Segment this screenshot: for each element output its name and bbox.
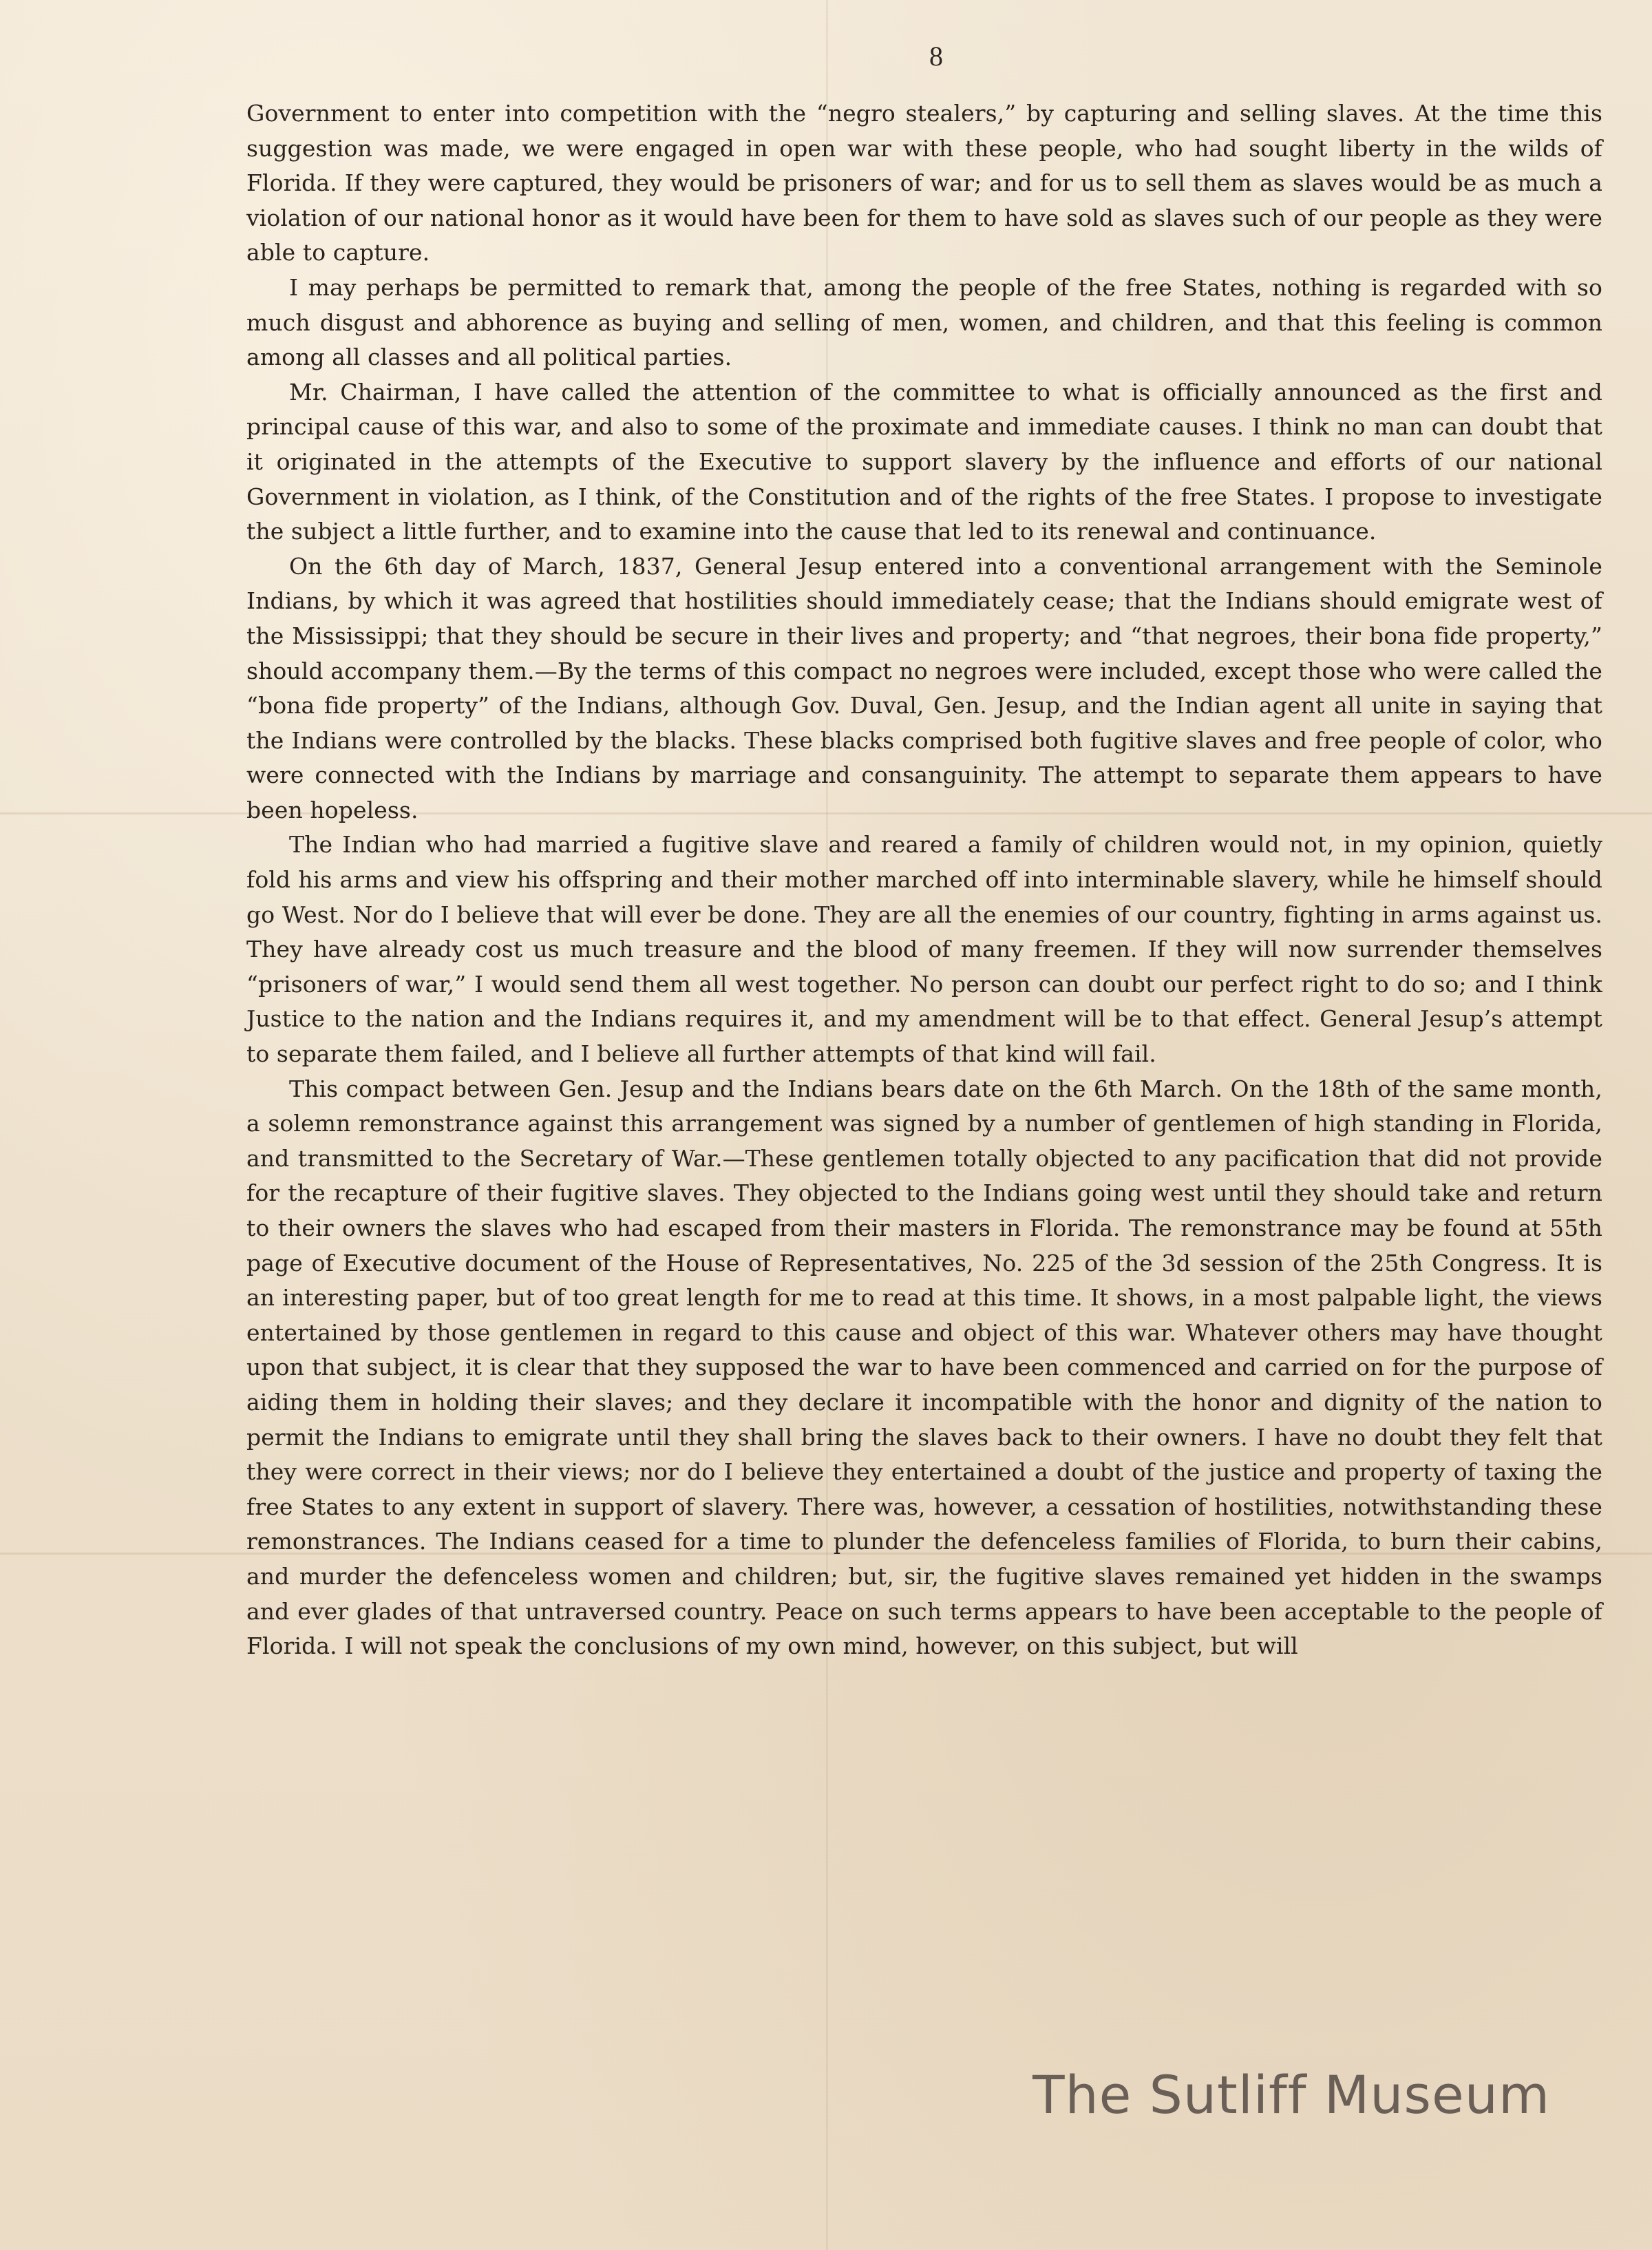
page-number: 8 <box>929 41 943 72</box>
museum-watermark: The Sutliff Museum <box>1032 2064 1550 2125</box>
paragraph: The Indian who had married a fugitive slave and reared a family of children would not, in my opinion, quietly fold his arms and view his offspring and their mother marched off into interminable slavery, while he himself should go West. Nor do I believe that will ever be done. They are all the enemies of our country, fighting in arms against us. They have already cost us much treasure and the blood of many freemen. If they will now surrender themselves “prisoners of war,” I would send them all west together. No person can doubt our perfect right to do so; and I think Justice to the nation and the Indians requires it, and my amendment will be to that effect. General Jesup’s attempt to separate them failed, and I believe all further attempts of that kind will fail. <box>246 831 1602 1068</box>
document-body <box>246 96 1602 1664</box>
paragraph: On the 6th day of March, 1837, General Jesup entered into a conventional arrangement with the Seminole Indians, by which it was agreed that hostilities should immediately cease; that the Indians should emigrate west of the Mississippi; that they should be secure in their lives and property; and “that negroes, their bona fide property,” should accompany them.—By the terms of this compact no negroes were included, except those who were called the “bona fide property” of the Indians, although Gov. Duval, Gen. Jesup, and the Indian agent all unite in saying that the Indians were controlled by the blacks. These blacks comprised both fugitive slaves and free people of color, who were connected with the Indians by marriage and consanguinity. The attempt to separate them appears to have been hopeless. <box>246 552 1602 823</box>
paragraph: I may perhaps be permitted to remark that, among the people of the free States, nothing is regarded with so much disgust and abhorence as buying and selling of men, women, and children, and that this feeling is common among all classes and all political parties. <box>246 273 1602 371</box>
paragraph: This compact between Gen. Jesup and the Indians bears date on the 6th March. On the 18th of the same month, a solemn remonstrance against this arrangement was signed by a number of gentlemen of high standing in Florida, and transmitted to the Secretary of War.—These gentlemen totally objected to any pacification that did not provide for the recapture of their fugitive slaves. They objected to the Indians going west until they should take and return to their owners the slaves who had escaped from their masters in Florida. The remonstrance may be found at 55th page of Executive document of the House of Representatives, No. 225 of the 3d session of the 25th Congress. It is an interesting paper, but of too great length for me to read at this time. It shows, in a most palpable light, the views entertained by those gentlemen in regard to this cause and object of this war. Whatever others may have thought upon that subject, it is clear that they supposed the war to have been commenced and carried on for the purpose of aiding them in holding their slaves; and they declare it incompatible with the honor and dignity of the nation to permit the Indians to emigrate until they shall bring the slaves back to their owners. I have no doubt they felt that they were correct in their views; nor do I believe they entertained a doubt of the justice and property of taxing the free States to any extent in support of slavery. There was, however, a cessation of hostilities, notwithstanding these remonstrances. The Indians ceased for a time to plunder the defenceless families of Florida, to burn their cabins, and murder the defenceless women and children; but, sir, the fugitive slaves remained yet hidden in the swamps and ever glades of that untraversed country. Peace on such terms appears to have been acceptable to the people of Florida. I will not speak the conclusions of my own mind, however, on this subject, but will <box>246 1075 1602 1660</box>
paragraph: Mr. Chairman, I have called the attention of the committee to what is officially announced as the first and principal cause of this war, and also to some of the proximate and immediate causes. I think no man can doubt that it originated in the attempts of the Executive to support slavery by the influence and efforts of our national Government in violation, as I think, of the Constitution and of the rights of the free States. I propose to investigate the subject a little further, and to examine into the cause that led to its renewal and continuance. <box>246 378 1602 545</box>
paragraph: Government to enter into competition with the “negro stealers,” by capturing and selling slaves. At the time this suggestion was made, we were engaged in open war with these people, who had sought liberty in the wilds of Florida. If they were captured, they would be prisoners of war; and for us to sell them as slaves would be as much a violation of our national honor as it would have been for them to have sold as slaves such of our people as they were able to capture. <box>246 100 1602 266</box>
